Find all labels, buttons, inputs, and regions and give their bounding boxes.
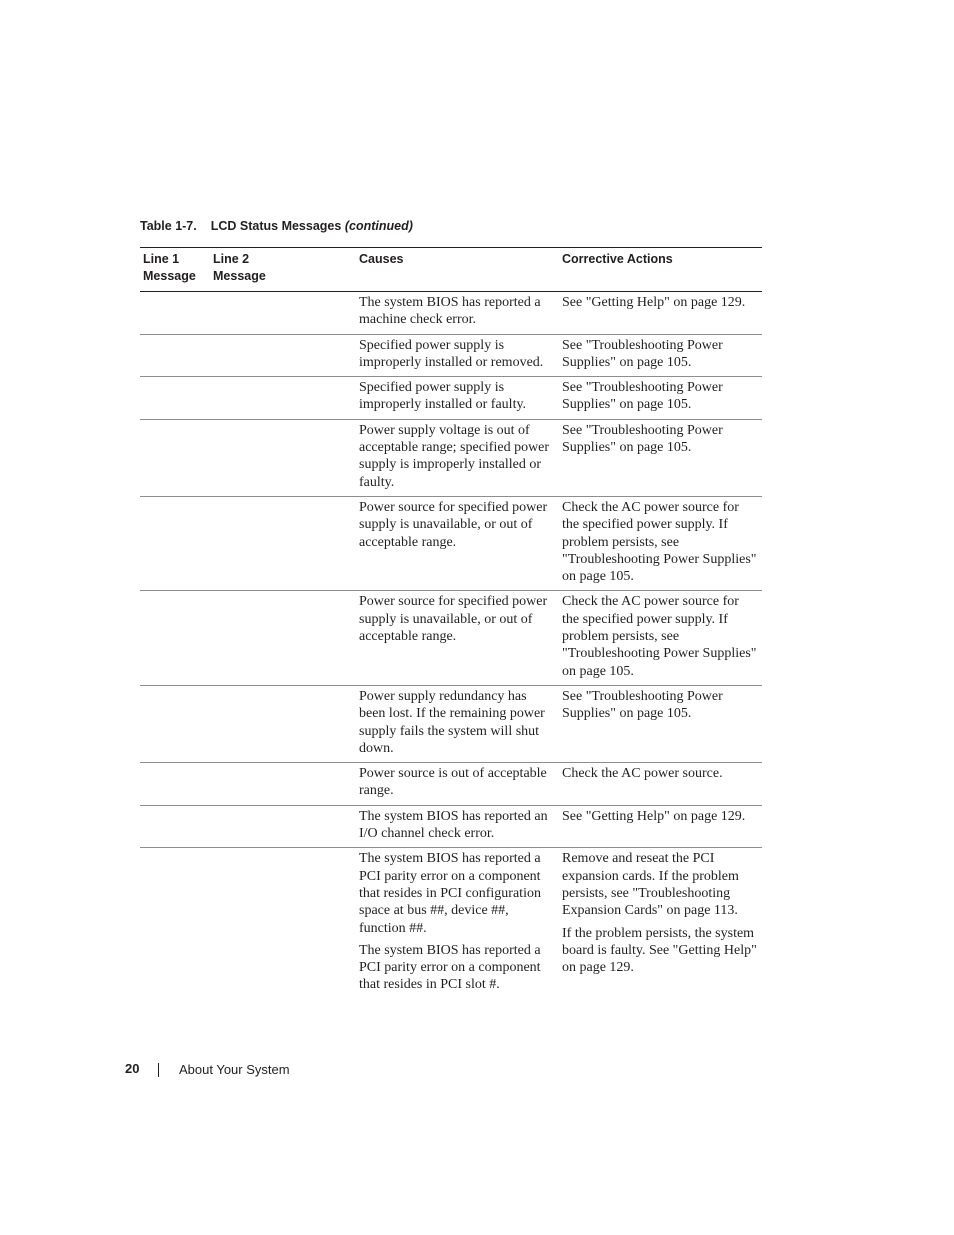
cell-corrective-actions xyxy=(559,292,762,335)
cell-line2-message xyxy=(210,334,356,377)
cell-line2-message xyxy=(210,848,356,999)
cell-causes-paragraph: Power supply redundancy has been lost. If the remaining power supply fails the system will shut down. xyxy=(359,688,545,756)
table-body xyxy=(140,292,762,999)
cell-corrective-actions xyxy=(559,377,762,420)
cell-causes xyxy=(356,591,559,685)
cell-line2-message xyxy=(210,685,356,762)
cell-corrective-actions-paragraph: See "Troubleshooting Power Supplies" on page 105. xyxy=(562,380,723,413)
cell-causes-paragraph: The system BIOS has reported a PCI parity error on a component that resides in PCI configuration space at bus ##, device ##, function ##. xyxy=(359,851,541,936)
cell-causes xyxy=(356,292,559,335)
cell-causes-paragraph: Power source is out of acceptable range. xyxy=(359,766,547,799)
cell-causes xyxy=(356,419,559,496)
cell-line2-message xyxy=(210,763,356,806)
footer-section-title: About Your System xyxy=(179,1062,290,1077)
cell-causes-paragraph: Power supply voltage is out of acceptable range; specified power supply is improperly installed or faulty. xyxy=(359,422,550,490)
table-continued-note: (continued) xyxy=(344,219,413,233)
table-title: LCD Status Messages xyxy=(210,219,342,233)
table-row xyxy=(140,496,762,590)
table-row xyxy=(140,591,762,685)
cell-line2-message xyxy=(210,419,356,496)
header-causes: Causes xyxy=(359,252,404,266)
cell-corrective-actions xyxy=(559,334,762,377)
table-row xyxy=(140,685,762,762)
cell-line1-message xyxy=(140,685,210,762)
cell-line1-message xyxy=(140,419,210,496)
cell-corrective-actions-paragraph: Remove and reseat the PCI expansion cards. If the problem persists, see "Troubleshooting Expansion Cards" on page 113. xyxy=(562,851,739,919)
cell-corrective-actions-paragraph: See "Troubleshooting Power Supplies" on page 105. xyxy=(562,337,723,370)
cell-causes-paragraph: Specified power supply is improperly installed or faulty. xyxy=(359,380,527,413)
lcd-status-messages-table xyxy=(140,247,762,999)
cell-corrective-actions-paragraph: See "Getting Help" on page 129. xyxy=(562,295,746,310)
cell-line2-message xyxy=(210,805,356,848)
table-row xyxy=(140,848,762,999)
table-row xyxy=(140,377,762,420)
cell-causes-paragraph: Specified power supply is improperly installed or removed. xyxy=(359,337,544,370)
cell-corrective-actions xyxy=(559,591,762,685)
cell-causes-paragraph: The system BIOS has reported an I/O channel check error. xyxy=(359,808,548,842)
cell-causes-paragraph: The system BIOS has reported a PCI parity error on a component that resides in PCI slot #. xyxy=(359,942,541,993)
cell-line1-message xyxy=(140,591,210,685)
header-line1-message: Line 1 Message xyxy=(143,252,196,283)
cell-line1-message xyxy=(140,496,210,590)
cell-causes-paragraph: Power source for specified power supply is unavailable, or out of acceptable range. xyxy=(359,594,548,645)
cell-line1-message xyxy=(140,848,210,999)
cell-causes-paragraph: The system BIOS has reported a machine check error. xyxy=(359,295,541,328)
cell-corrective-actions xyxy=(559,419,762,496)
table-row xyxy=(140,334,762,377)
page-footer xyxy=(0,1061,954,1081)
cell-corrective-actions-paragraph: See "Getting Help" on page 129. xyxy=(562,808,746,824)
cell-corrective-actions xyxy=(559,805,762,848)
cell-causes xyxy=(356,377,559,420)
cell-corrective-actions xyxy=(559,685,762,762)
table-row xyxy=(140,805,762,848)
cell-line2-message xyxy=(210,292,356,335)
cell-line1-message xyxy=(140,763,210,806)
cell-line1-message xyxy=(140,377,210,420)
footer-divider xyxy=(158,1063,159,1077)
page-number: 20 xyxy=(125,1061,140,1076)
cell-causes xyxy=(356,685,559,762)
cell-corrective-actions-paragraph: Check the AC power source. xyxy=(562,766,723,782)
cell-causes xyxy=(356,848,559,999)
cell-corrective-actions-paragraph: Check the AC power source for the specified power supply. If problem persists, see "Troubleshooting Power Supplies" on page 105. xyxy=(562,594,757,679)
cell-causes xyxy=(356,496,559,590)
table-caption xyxy=(140,219,413,233)
cell-causes xyxy=(356,334,559,377)
cell-causes-paragraph: Power source for specified power supply is unavailable, or out of acceptable range. xyxy=(359,499,548,550)
header-line2-message: Line 2 Message xyxy=(213,252,266,283)
cell-line1-message xyxy=(140,805,210,848)
cell-causes xyxy=(356,805,559,848)
cell-line2-message xyxy=(210,591,356,685)
cell-corrective-actions-paragraph: See "Troubleshooting Power Supplies" on page 105. xyxy=(562,422,723,456)
cell-line2-message xyxy=(210,377,356,420)
cell-causes xyxy=(356,763,559,806)
header-corrective-actions: Corrective Actions xyxy=(562,252,673,266)
table-row xyxy=(140,419,762,496)
cell-corrective-actions-paragraph: See "Troubleshooting Power Supplies" on page 105. xyxy=(562,688,723,722)
cell-corrective-actions-paragraph: Check the AC power source for the specified power supply. If problem persists, see "Troubleshooting Power Supplies" on page 105. xyxy=(562,499,757,585)
cell-corrective-actions xyxy=(559,848,762,999)
cell-corrective-actions-paragraph: If the problem persists, the system board is faulty. See "Getting Help" on page 129. xyxy=(562,925,757,976)
cell-line2-message xyxy=(210,496,356,590)
table-row xyxy=(140,763,762,806)
table-number: Table 1-7. xyxy=(140,219,197,233)
cell-corrective-actions xyxy=(559,763,762,806)
table-row xyxy=(140,292,762,335)
cell-line1-message xyxy=(140,334,210,377)
cell-corrective-actions xyxy=(559,496,762,590)
cell-line1-message xyxy=(140,292,210,335)
table-header-row xyxy=(140,248,762,292)
